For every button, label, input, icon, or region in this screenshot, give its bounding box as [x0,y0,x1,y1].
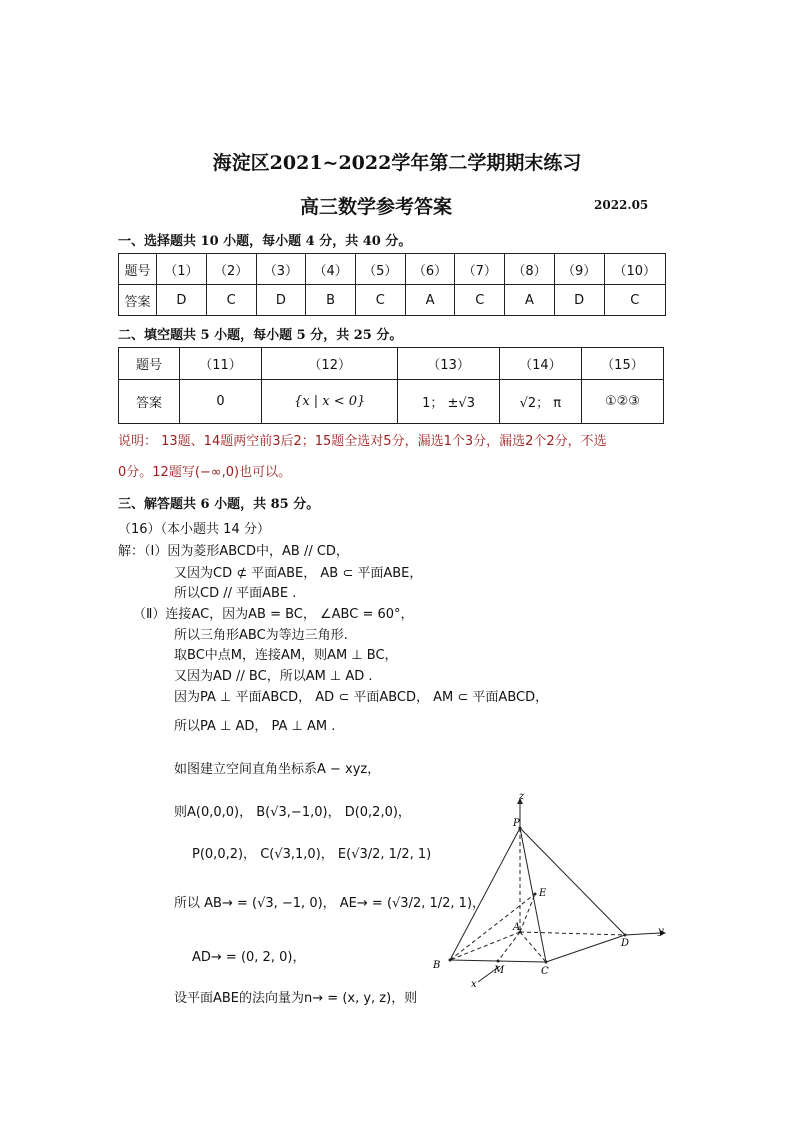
point-label-E: E [539,888,547,899]
question-number: （13） [398,348,500,380]
row-label: 答案 [119,380,180,424]
scoring-note-line2: 0分。12题写(−∞,0)也可以。 [118,465,292,480]
solution-line: AD→ = (0, 2, 0)， [192,950,306,965]
pyramid-figure [420,790,680,990]
solution-line: 所以三角形ABC为等边三角形. [174,628,348,643]
solution-line: 所以CD // 平面ABE . [174,586,297,601]
question-number: （10） [604,254,665,285]
answer-cell: A [405,285,455,316]
question-number: （4） [306,254,356,285]
table-row [119,285,666,316]
question-number: （1） [157,254,207,285]
solution-line: 因为PA ⊥ 平面ABCD， AD ⊂ 平面ABCD， AM ⊂ 平面ABCD， [174,690,549,705]
row-label: 答案 [119,285,157,316]
answer-cell: A [505,285,555,316]
page-subtitle: 高三数学参考答案 [300,196,453,218]
answer-cell: C [355,285,405,316]
question-number: （9） [554,254,604,285]
point-label-D: D [621,938,630,949]
axis-label-x: x [471,979,477,990]
answer-cell: D [256,285,306,316]
question-number: （14） [499,348,581,380]
question-number: （3） [256,254,306,285]
table-row [119,380,664,424]
answer-cell: C [604,285,665,316]
solution-line: 取BC中点M，连接AM，则AM ⊥ BC， [174,648,398,663]
solution-line: 如图建立空间直角坐标系A − xyz， [174,762,381,777]
answer-cell: √2； π [499,380,581,424]
table-row [119,254,666,285]
section3-heading: 三、解答题共 6 小题，共 85 分。 [118,497,320,512]
question-number: （11） [180,348,262,380]
page-title: 海淀区2021~2022学年第二学期期末练习 [212,152,582,174]
point-label-P: P [513,818,520,829]
choice-answer-table [118,253,666,316]
answer-cell: 1； ±√3 [398,380,500,424]
question-number: （2） [206,254,256,285]
point-label-A: A [513,922,521,933]
question-number: （12） [262,348,398,380]
axis-label-z: z [519,791,525,802]
row-label: 题号 [119,254,157,285]
table-row [119,348,664,380]
solution-line: 所以PA ⊥ AD， PA ⊥ AM . [174,719,336,734]
point-label-B: B [433,960,441,971]
row-label: 题号 [119,348,180,380]
answer-cell: ①②③ [581,380,663,424]
solution-line: 所以 AB→ = (√3, −1, 0)， AE→ = (√3/2, 1/2, 1)， [174,896,486,911]
solution-line: 又因为CD ⊄ 平面ABE， AB ⊂ 平面ABE， [174,566,423,581]
fill-answer-table [118,347,664,424]
solution-line: 则A(0,0,0)， B(√3,−1,0)， D(0,2,0)， [174,805,411,820]
date-label: 2022.05 [594,198,649,212]
question-number: （8） [505,254,555,285]
answer-cell: C [206,285,256,316]
problem-label: （16）（本小题共 14 分） [118,522,270,537]
solution-line: 又因为AD // BC，所以AM ⊥ AD . [174,669,373,684]
solution-line: P(0,0,2)， C(√3,1,0)， E(√3/2, 1/2, 1) [192,847,432,862]
axis-label-y: y [658,926,664,937]
answer-cell: B [306,285,356,316]
point-label-C: C [541,966,549,977]
answer-cell: C [455,285,505,316]
answer-cell: D [157,285,207,316]
question-number: （7） [455,254,505,285]
section1-heading: 一、选择题共 10 小题，每小题 4 分，共 40 分。 [118,234,412,249]
answer-cell: D [554,285,604,316]
point-label-M: M [494,965,505,976]
question-number: （15） [581,348,663,380]
question-number: （5） [355,254,405,285]
answer-cell: 0 [180,380,262,424]
question-number: （6） [405,254,455,285]
answer-cell: {x | x < 0} [262,380,398,424]
solution-line: 设平面ABE的法向量为n→ = (x, y, z)，则 [174,991,418,1006]
solution-line: （Ⅱ）连接AC，因为AB = BC， ∠ABC = 60°， [133,607,414,622]
section2-heading: 二、填空题共 5 小题，每小题 5 分，共 25 分。 [118,328,403,343]
solution-line: 解：（Ⅰ）因为菱形ABCD中，AB // CD， [118,544,349,559]
scoring-note-line1: 说明： 13题、14题两空前3后2；15题全选对5分，漏选1个3分，漏选2个2分，不选 [118,434,607,449]
